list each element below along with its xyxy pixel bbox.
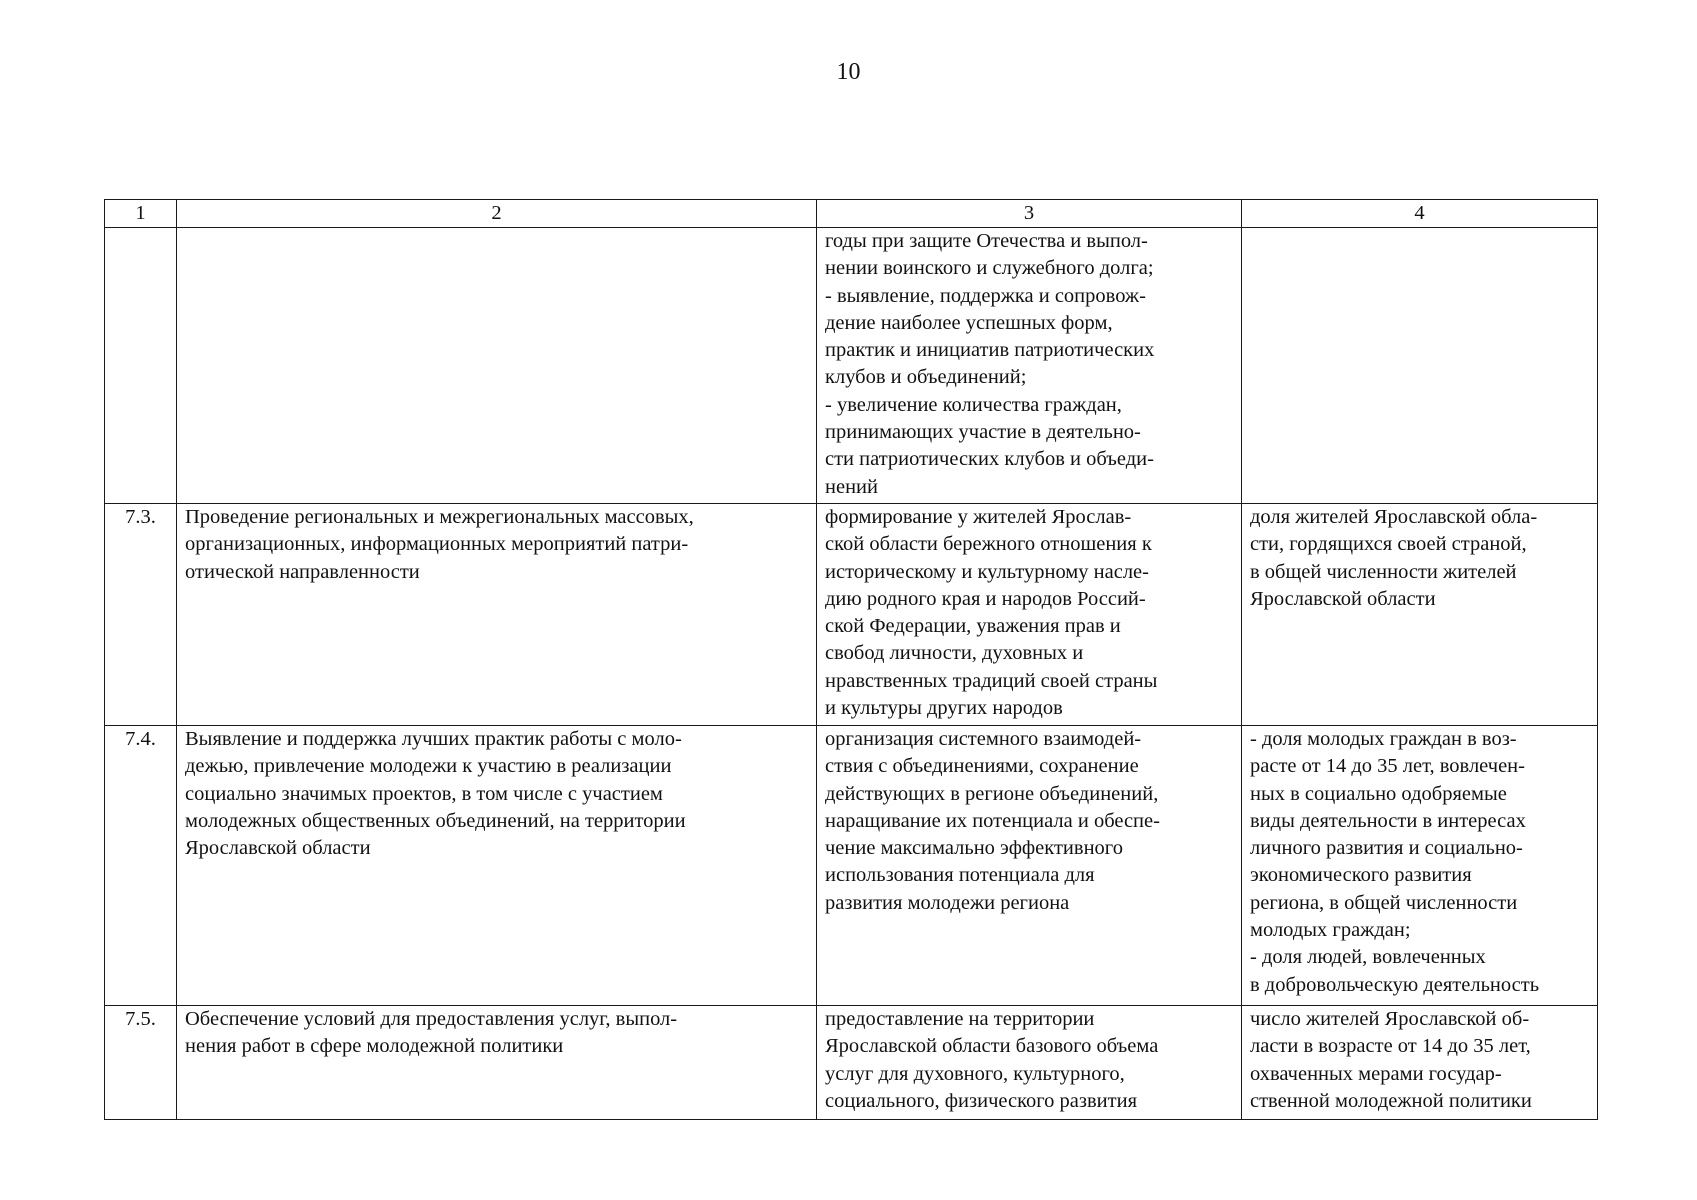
row-number [105,228,177,504]
text-line: предоставление на территории [825,1008,1095,1030]
program-table [104,199,1598,1120]
text-line: ственной молодежной политики [1250,1089,1532,1112]
indicator-cell [1242,726,1598,1006]
table-row [105,1006,1598,1120]
text-line: ласти в возрасте от 14 до 35 лет, [1250,1035,1531,1058]
text-line: личного развития и социально- [1250,837,1523,860]
row-number: 7.5. [105,1006,177,1120]
text-line: в общей численности жителей [1250,560,1517,583]
text-line: развития молодежи региона [825,891,1070,914]
text-line: в добровольческую деятельность [1250,973,1540,996]
text-line: ных в социально одобряемые [1250,782,1507,805]
indicator-cell [1242,504,1598,726]
text-line: - доля молодых граждан в воз- [1250,728,1517,750]
text-line: историческому и культурному насле- [825,560,1149,583]
indicator-cell [1242,228,1598,504]
column-header: 1 [105,200,177,228]
text-line: сти патриотических клубов и объеди- [825,448,1154,471]
text-line: организация системного взаимодей- [825,728,1142,750]
text-line: нения работ в сфере молодежной политики [185,1035,564,1058]
text-line: ствия с объединениями, сохранение [825,755,1139,778]
measure-name-cell [177,1006,817,1120]
text-line: Ярославской области базового объема [825,1035,1159,1058]
text-line: клубов и объединений; [825,366,1027,389]
table-row [105,228,1598,504]
text-line: чение максимально эффективного [825,837,1123,860]
table-row [105,504,1598,726]
text-line: действующих в регионе объединений, [825,782,1159,805]
text-line: ской Федерации, уважения прав и [825,615,1121,638]
text-line: - доля людей, вовлеченных [1250,946,1486,969]
text-line: нении воинского и служебного долга; [825,257,1154,280]
expected-result-cell [817,726,1242,1006]
text-line: практик и инициатив патриотических [825,339,1155,362]
expected-result-cell [817,504,1242,726]
text-line: молодежных общественных объединений, на территории [185,809,686,832]
text-line: нений [825,475,878,498]
text-line: услуг для духовного, культурного, [825,1062,1125,1085]
text-line: сти, гордящихся своей страной, [1250,533,1527,556]
text-line: ской области бережного отношения к [825,533,1152,556]
page-number: 10 [836,59,861,85]
text-line: доля жителей Ярославской обла- [1250,506,1538,528]
column-header: 4 [1242,200,1598,228]
text-line: Ярославской области [185,837,371,860]
text-line: нравственных традиций своей страны [825,669,1158,692]
text-line: Проведение региональных и межрегиональных массовых, [185,506,694,528]
text-line: Обеспечение условий для предоставления услуг, выпол- [185,1008,678,1030]
text-line: организационных, информационных мероприятий патри- [185,533,689,556]
text-line: принимающих участие в деятельно- [825,421,1141,444]
text-line: число жителей Ярославской об- [1250,1008,1530,1030]
text-line: молодых граждан; [1250,919,1411,942]
text-line: дение наиболее успешных форм, [825,311,1113,334]
text-line: социально значимых проектов, в том числе с участием [185,782,663,805]
table-row [105,726,1598,1006]
text-line: формирование у жителей Ярослав- [825,506,1132,528]
text-line: - выявление, поддержка и сопровож- [825,284,1146,307]
text-line: охваченных мерами государ- [1250,1062,1502,1085]
text-line: свобод личности, духовных и [825,642,1084,665]
text-line: отической направленности [185,560,420,583]
column-header: 2 [177,200,817,228]
text-line: дежью, привлечение молодежи к участию в реализации [185,755,672,778]
text-line: экономического развития [1250,864,1472,887]
text-line: и культуры других народов [825,697,1063,720]
column-header-row [105,200,1598,228]
text-line: наращивание их потенциала и обеспе- [825,809,1160,832]
measure-name-cell [177,228,817,504]
row-number: 7.4. [105,726,177,1006]
expected-result-cell [817,228,1242,504]
text-line: годы при защите Отечества и выпол- [825,230,1148,252]
row-number: 7.3. [105,504,177,726]
text-line: региона, в общей численности [1250,891,1518,914]
indicator-cell [1242,1006,1598,1120]
measure-name-cell [177,726,817,1006]
text-line: дию родного края и народов Россий- [825,587,1146,610]
expected-result-cell [817,1006,1242,1120]
text-line: Ярославской области [1250,587,1436,610]
text-line: расте от 14 до 35 лет, вовлечен- [1250,755,1525,778]
text-line: использования потенциала для [825,864,1095,887]
text-line: - увеличение количества граждан, [825,393,1122,416]
text-line: социального, физического развития [825,1089,1138,1112]
column-header: 3 [817,200,1242,228]
text-line: Выявление и поддержка лучших практик работы с моло- [185,728,682,750]
measure-name-cell [177,504,817,726]
text-line: виды деятельности в интересах [1250,809,1526,832]
